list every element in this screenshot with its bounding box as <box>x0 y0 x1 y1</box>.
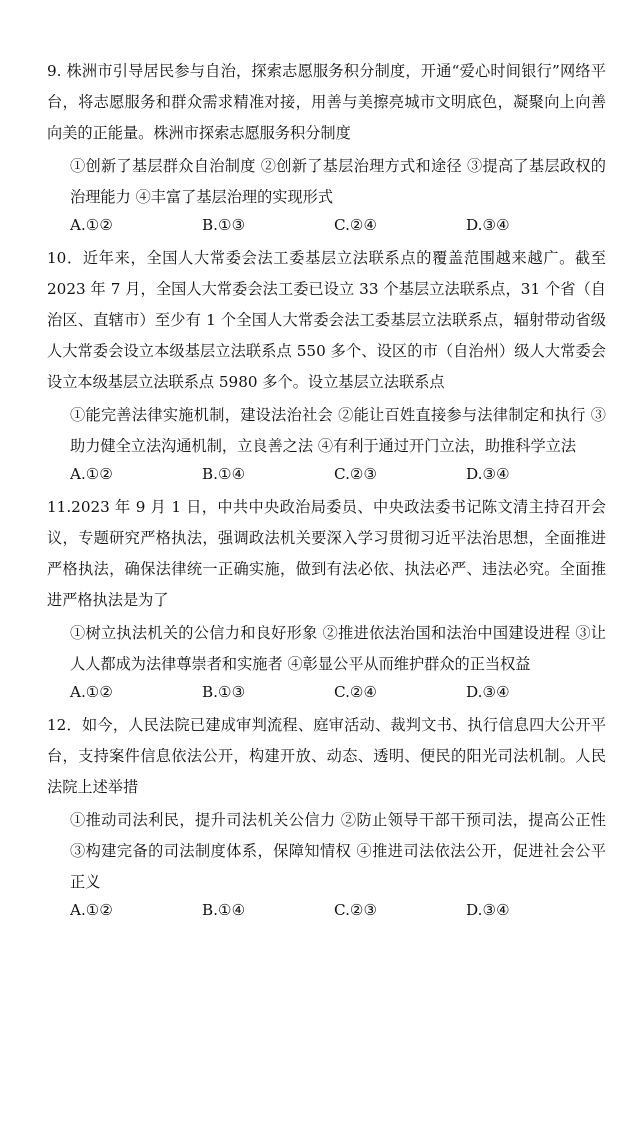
question-statements: ①创新了基层群众自治制度 ②创新了基层治理方式和途径 ③提高了基层政权的治理能力 ④丰富了基层治理的实现形式 <box>70 157 606 206</box>
answer-options <box>47 213 606 237</box>
option-b[interactable]: B.①④ <box>202 465 246 483</box>
question-stem: 12．如今，人民法院已建成审判流程、庭审活动、裁判文书、执行信息四大公开平台，支持案件信息依法公开，构建开放、动态、透明、便民的阳光司法机制。人民法院上述举措 <box>47 716 606 796</box>
question-stem: 10．近年来，全国人大常委会法工委基层立法联系点的覆盖范围越来越广。截至 2023 年 7 月，全国人大常委会法工委已设立 33 个基层立法联系点，31 个省（自治区、直辖市）至少有 1 个全国人大常委会法工委基层立法联系点，辐射带动省级人大常委会设立本级基层立法联系点 550 多个、设区的市（自治州）级人大常委会设立本级基层立法联系点 5980 多个。设立基层立法联系点 <box>47 249 606 391</box>
answer-options <box>47 680 606 704</box>
option-b[interactable]: B.①③ <box>202 216 246 234</box>
option-b[interactable]: B.①③ <box>202 683 246 701</box>
option-d[interactable]: D.③④ <box>466 216 510 234</box>
question-10 <box>47 243 606 486</box>
option-a[interactable]: A.①② <box>70 216 114 234</box>
option-d[interactable]: D.③④ <box>466 683 510 701</box>
option-a[interactable]: A.①② <box>70 901 114 919</box>
question-stem: 9. 株洲市引导居民参与自治，探索志愿服务积分制度，开通“爱心时间银行”网络平台，将志愿服务和群众需求精准对接，用善与美擦亮城市文明底色，凝聚向上向善向美的正能量。株洲市探索志愿服务积分制度 <box>47 62 606 142</box>
option-a[interactable]: A.①② <box>70 683 114 701</box>
option-b[interactable]: B.①④ <box>202 901 246 919</box>
question-stem: 11.2023 年 9 月 1 日，中共中央政治局委员、中央政法委书记陈文清主持召开会议，专题研究严格执法，强调政法机关要深入学习贯彻习近平法治思想，全面推进严格执法，确保法律统一正确实施，做到有法必依、执法必严、违法必究。全面推进严格执法是为了 <box>47 498 606 609</box>
answer-options <box>47 898 606 922</box>
option-c[interactable]: C.②④ <box>334 683 378 701</box>
option-c[interactable]: C.②③ <box>334 465 378 483</box>
option-c[interactable]: C.②④ <box>334 216 378 234</box>
question-11 <box>47 492 606 704</box>
question-statements: ①推动司法利民，提升司法机关公信力 ②防止领导干部干预司法，提高公正性 ③构建完备的司法制度体系，保障知情权 ④推进司法依法公开，促进社会公平正义 <box>70 811 606 891</box>
question-9 <box>47 56 606 237</box>
question-statements: ①树立执法机关的公信力和良好形象 ②推进依法治国和法治中国建设进程 ③让人人都成为法律尊崇者和实施者 ④彰显公平从而维护群众的正当权益 <box>70 624 606 673</box>
option-c[interactable]: C.②③ <box>334 901 378 919</box>
question-statements: ①能完善法律实施机制，建设法治社会 ②能让百姓直接参与法律制定和执行 ③助力健全立法沟通机制，立良善之法 ④有利于通过开门立法，助推科学立法 <box>70 406 606 455</box>
option-a[interactable]: A.①② <box>70 465 114 483</box>
question-12 <box>47 710 606 922</box>
option-d[interactable]: D.③④ <box>466 465 510 483</box>
answer-options <box>47 462 606 486</box>
option-d[interactable]: D.③④ <box>466 901 510 919</box>
